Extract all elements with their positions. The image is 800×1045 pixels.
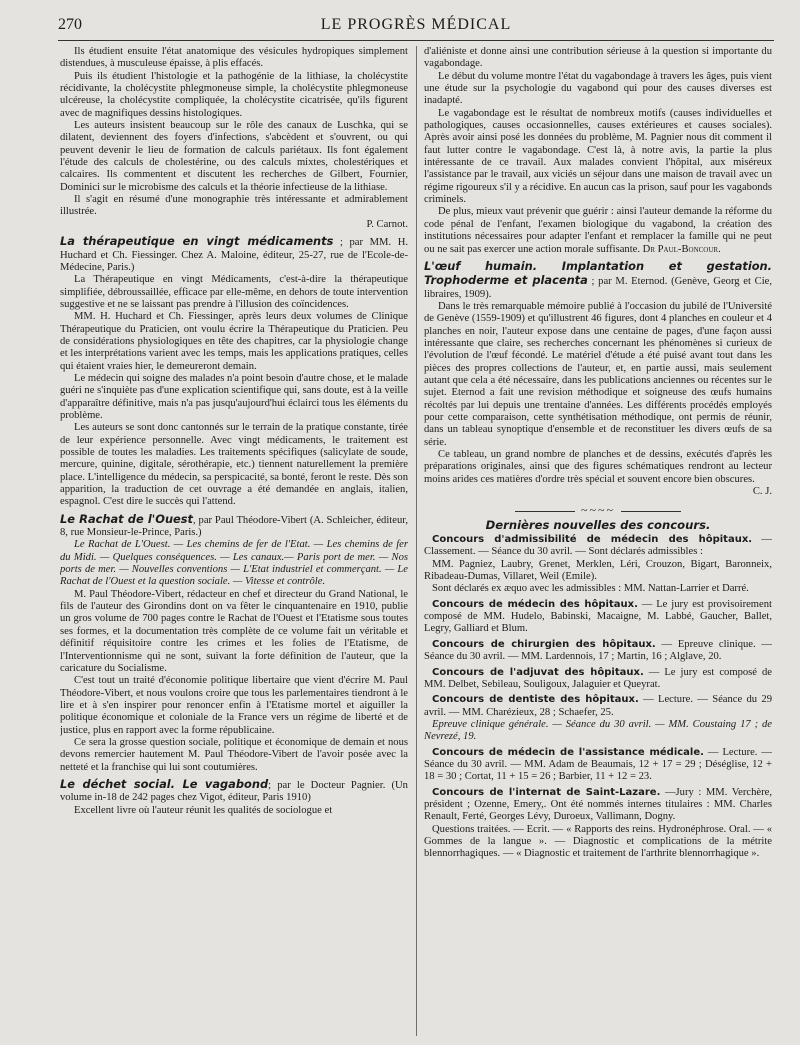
signature: P. Carnot.: [366, 218, 408, 230]
paragraph: d'aliéniste et donne ainsi une contribution sérieuse à la question si importante du vagabondage.: [424, 46, 772, 70]
entry-names: MM. Pagniez, Laubry, Grenet, Merklen, Léri, Crouzon, Bigart, Baronneix, Ribadeau-Dumas, Villaret, Weil (Emile).: [424, 558, 772, 583]
signature: C. J.: [752, 486, 772, 498]
entry-title: Concours de médecin de l'assistance médicale.: [432, 746, 704, 758]
page-number: 270: [58, 16, 82, 33]
review-heading: [60, 235, 408, 274]
review-heading: [60, 778, 408, 805]
news-entry: [424, 694, 772, 719]
entry-title: Concours de l'adjuvat des hôpitaux.: [432, 666, 644, 678]
review-citation: , par Paul Théodore-Vibert (A. Schleicher, éditeur, 8, rue Monsieur-le-Prince, Paris.): [60, 514, 408, 539]
entry-note: Sont déclarés ex æquo avec les admissibles : MM. Nattan-Larrier et Darré.: [432, 583, 749, 595]
paragraph: [424, 206, 772, 255]
news-entry: [424, 667, 772, 692]
paragraph: Le vagabondage est le résultat de nombreux motifs (causes individuelles et pathologiques, causes occasionnelles, causes extérieures et causes sociales). Après avoir ainsi posé les données du problème, M. Pagnier nous dit comment il faut lutter contre le vagabondage. C'est là, à notre avis, la partie la plus intéressante de ce travail. Aux malades convient l'hôpital, aux miséreux l'assistance par le travail, aux viciés un séjour dans une maison de travail avec un régime rigoureux s'il y a récidive. En aucun cas la prison, sauf pour les vagabonds criminels.: [424, 107, 772, 206]
news-entry: [424, 787, 772, 824]
entry-note: Questions traitées. — Ecrit. — « Rapports des reins. Hydronéphrose. Oral. — « Gommes de la langue ». — Diagnostic et complications de la métrite blennorrhagiques. — « Diagnostic et traitement de l'arthrite blennorrhagique ».: [424, 823, 772, 860]
news-entry: [424, 747, 772, 784]
entry-title: Concours de médecin des hôpitaux.: [432, 598, 638, 610]
paragraph: Les auteurs insistent beaucoup sur le rôle des canaux de Luschka, qui se dilatent, deviennent des foyers d'infections, s'abcèdent et s'ouvrent, ou qui peuvent devenir le lieu de formation de calculs pariétaux. Ils font également l'étude des calculs de cholestérine, ou des calculs mixtes, cholestériques et calcaires. Ils commentent et discutent les recherches de Gilbert, Fournier, Dominici sur le microbisme des calculs et la théorie infectieuse de la lithiase.: [60, 120, 408, 193]
entry-title: Concours de chirurgien des hôpitaux.: [432, 638, 656, 650]
entry-note: Epreuve clinique générale. — Séance du 30 avril. — MM. Coustaing 17 ; de Nevrezé, 19.: [424, 718, 772, 743]
entry-body: — Epreuve clinique. — Séance du 30 avril. — MM. Lardennois, 17 ; Martin, 16 ; Alglave, 20.: [424, 638, 772, 663]
review-citation: ; par M. Eternod. (Genève, Georg et Cie, libraires, 1909).: [424, 276, 772, 300]
right-column: [424, 46, 772, 1038]
ornament-divider: ~~~~: [424, 504, 772, 516]
review-heading: [60, 513, 408, 540]
news-entry: [424, 599, 772, 636]
entry-body: — Lecture. — Séance du 29 avril. — MM. Charézieux, 28 ; Schaefer, 25.: [424, 694, 772, 718]
entry-title: Concours de dentiste des hôpitaux.: [432, 694, 639, 706]
paragraph: Ce tableau, un grand nombre de planches et de dessins, exécutés d'après les préparations originales, ainsi que des figures schématiques rendront au lecteur moins arides ces matières d'ordre très spécial et souvent encore bien obscures.: [424, 449, 772, 485]
entry-body: — Classement. — Séance du 30 avril. — Sont déclarés admissibles :: [424, 534, 772, 558]
left-column: [60, 46, 408, 1038]
paragraph: Le médecin qui soigne des malades n'a point besoin d'autre chose, et le malade guéri ne s'inquiète pas d'une explication scientifique qui, sans doute, est à la veille d'apparaître définitive, mais n'a pas jusqu'aujourd'hui éclairci tous les éléments du problème.: [60, 372, 408, 421]
paragraph: La Thérapeutique en vingt Médicaments, c'est-à-dire la thérapeutique simplifiée, débroussaillée, efficace par elle-même, en dehors de toute intervention suggestive et ne se laissant pas prendre à l'illusion des coïncidences.: [60, 274, 408, 310]
news-section-title: Dernières nouvelles des concours.: [485, 517, 711, 532]
paragraph: C'est tout un traité d'économie politique libertaire que vient d'écrire M. Paul Théodore-Vibert, et nous voulons croire que tous les parlementaires tiendront à le lire et à s'en inspirer pour renoncer enfin à l'Etatisme mortel et aiguiller la politique économique et coloniale de la France vers un régime de liberté et de justice, plus en rapport avec la forme républicaine.: [60, 675, 408, 736]
review-title: L'œuf humain. Implantation et gestation. Trophoderme et placenta: [424, 258, 772, 288]
entry-body: — Le jury est provisoirement composé de MM. Hudelo, Babinski, Macaigne, M. Labbé, Gaucher, Ballet, Legry, Galliard et Blum.: [424, 598, 772, 635]
paragraph: Puis ils étudient l'histologie et la pathogénie de la lithiase, la cholécystite récidivante, la cholécystite phlegmoneuse simple, la cholécystite phlegmoneuse ulcéreuse, la cholécystite compliquée, la cholécystite cicatrisée, qu'ils figurent avec de magnifiques dessins histologiques.: [60, 70, 408, 119]
entry-title: Concours d'admissibilité de médecin des hôpitaux.: [432, 534, 753, 546]
ornament-rule: [515, 511, 575, 512]
review-title: La thérapeutique en vingt médicaments: [60, 234, 334, 249]
entry-title: Concours de l'internat de Saint-Lazare.: [432, 786, 661, 798]
paragraph: Ils étudient ensuite l'état anatomique des vésicules hydropiques simplement distendues, à musculeuse épaisse, à plis effacés.: [60, 46, 408, 70]
ornament-rule: [621, 511, 681, 512]
signature: Dr Paul-Boncour.: [642, 243, 721, 255]
review-heading: [424, 260, 772, 301]
review-citation: ; par le Docteur Pagnier. (Un volume in-18 de 242 pages chez Vigot, éditeur, Paris 1910): [60, 779, 408, 804]
entry-body: — Le jury est composé de MM. Delbet, Sebileau, Souligoux, Jalaguier et Queyrat.: [424, 666, 772, 690]
paragraph: M. Paul Théodore-Vibert, rédacteur en chef et directeur du Grand National, le fils de l'auteur des Girondins dont on va fêter le cinquantenaire en 1910, publie un gros volume de 700 pages contre le Rachat de l'Ouest et l'Etatisme sous toutes ses formes, et la documentation très complète de ce volume fait un véritable et définitif réquisitoire contre les crimes et les folies de l'Etatisme, de l'Interventionnisme qui ne sont, suivant la forte définition de l'auteur, que la caricature du Socialisme.: [60, 588, 408, 674]
review-citation: ; par MM. H. Huchard et Ch. Fiessinger. Chez A. Maloine, éditeur, 25-27, rue de l'Ecole-de-Médecine, Paris.): [60, 237, 408, 273]
review-title: Le Rachat de l'Ouest: [60, 511, 194, 526]
column-divider: [416, 46, 417, 1036]
chapter-list: Le Rachat de L'Ouest. — Les chemins de fer de l'Etat. — Les chemins de fer du Midi. — Quelques conséquences. — Les canaux.— Paris port de mer. — Nos ports de mer. — Nouvelles conventions — L'Etat industriel et commerçant. — Le Rachat de l'Ouest et la question sociale. — Vitesse et contrôle.: [60, 539, 408, 588]
paragraph-text: De plus, mieux vaut prévenir que guérir : ainsi l'auteur demande la réforme du code pénal de l'enfant, l'examen biologique du vagabond, la création des institutions nécessaires pour adapter l'enfant et remplacer la famille qui ne peut ou ne sait pas exercer une action morale suffisante.: [424, 206, 772, 255]
review-title: Le déchet social. Le vagabond: [60, 776, 269, 791]
paragraph: Le début du volume montre l'état du vagabondage à travers les âges, puis vient une étude sur la psychologie du vagabond qui pour des causes diverses est inadapté.: [424, 70, 772, 107]
paragraph: Ce sera la grosse question sociale, politique et économique de demain et nous devons remercier hautement M. Paul Théodore-Vibert de l'avoir posée avec la netteté et la franchise qui lui sont coutumières.: [60, 736, 408, 773]
news-entry: [424, 534, 772, 559]
paragraph: Dans le très remarquable mémoire publié à l'occasion du jubilé de l'Université de Genève (1559-1909) et qu'illustrent 46 figures, dont 4 planches en couleur et 4 planches en noir, l'auteur expose dans une centaine de pages, d'une façon aussi intéressante que claire, ses recherches concernant les phénomènes si curieux de l'évolution de l'œuf fécondé. Le matériel d'étude a été puisé avant tout dans les pièces des propres collections de l'auteur, et, en partie aussi, mais seulement autant que cela a été nécessaire, dans les publications anciennes ou récentes sur le sujet. Eternod a fait une revision méthodique et soigneuse des œufs humains récoltés par lui depuis une trentaine d'années. Les différents procédés employés pour cette comparaison, cette synthétisation méthodique, ont permis de réunir, dans un tableau synoptique d'ensemble et de reconstituer les divers œufs de sa série.: [424, 300, 772, 448]
news-entry: [424, 639, 772, 664]
page-header: [58, 14, 774, 41]
journal-title: LE PROGRÈS MÉDICAL: [320, 16, 512, 33]
paragraph: MM. H. Huchard et Ch. Fiessinger, après leurs deux volumes de Clinique Thérapeutique du Praticien, ont voulu écrire la Thérapeutique du Praticien. Peu de considérations physiologiques en tête des chapitres, car la physiologie change et les interprétations varient avec les temps, mais les applications pratiques, celles qui étaient vraies hier, le demeureront demain.: [60, 311, 408, 372]
paragraph: Excellent livre où l'auteur réunit les qualités de sociologue et: [74, 804, 333, 816]
paragraph: Il s'agit en résumé d'une monographie très intéressante et admirablement illustrée.: [60, 194, 408, 218]
entry-body: — Lecture. — Séance du 30 avril. — MM. Adam de Beaumais, 12 + 17 = 29 ; Déséglise, 12 + 18 = 30 ; Cortat, 11 + 15 = 26 ; Barbier, 11 + 12 = 23.: [424, 746, 772, 783]
paragraph: Les auteurs se sont donc cantonnés sur le terrain de la pratique constante, tirée de leur expérience personnelle. Avec vingt médicaments, le traitement est possible de toutes les maladies. Les traitements spécifiques (salicylate de soude, mercure, quinine, digitale, sérothérapie, etc.) tiennent naturellement la première place. L'intelligence du médecin, sa perspicacité, sa bonté, feront le reste. Dès son apparition, la traduction de cet ouvrage a été demandée en anglais, italien, espagnol. C'est dire le succès qui l'attend.: [60, 422, 408, 508]
entry-body: —Jury : MM. Verchère, président ; Ozenne, Emery,. Ont été nommés internes titulaires : MM. Charles Renault, Ferté, Georges Lévy, Duroeux, Vallimann, Dogny.: [424, 786, 772, 823]
